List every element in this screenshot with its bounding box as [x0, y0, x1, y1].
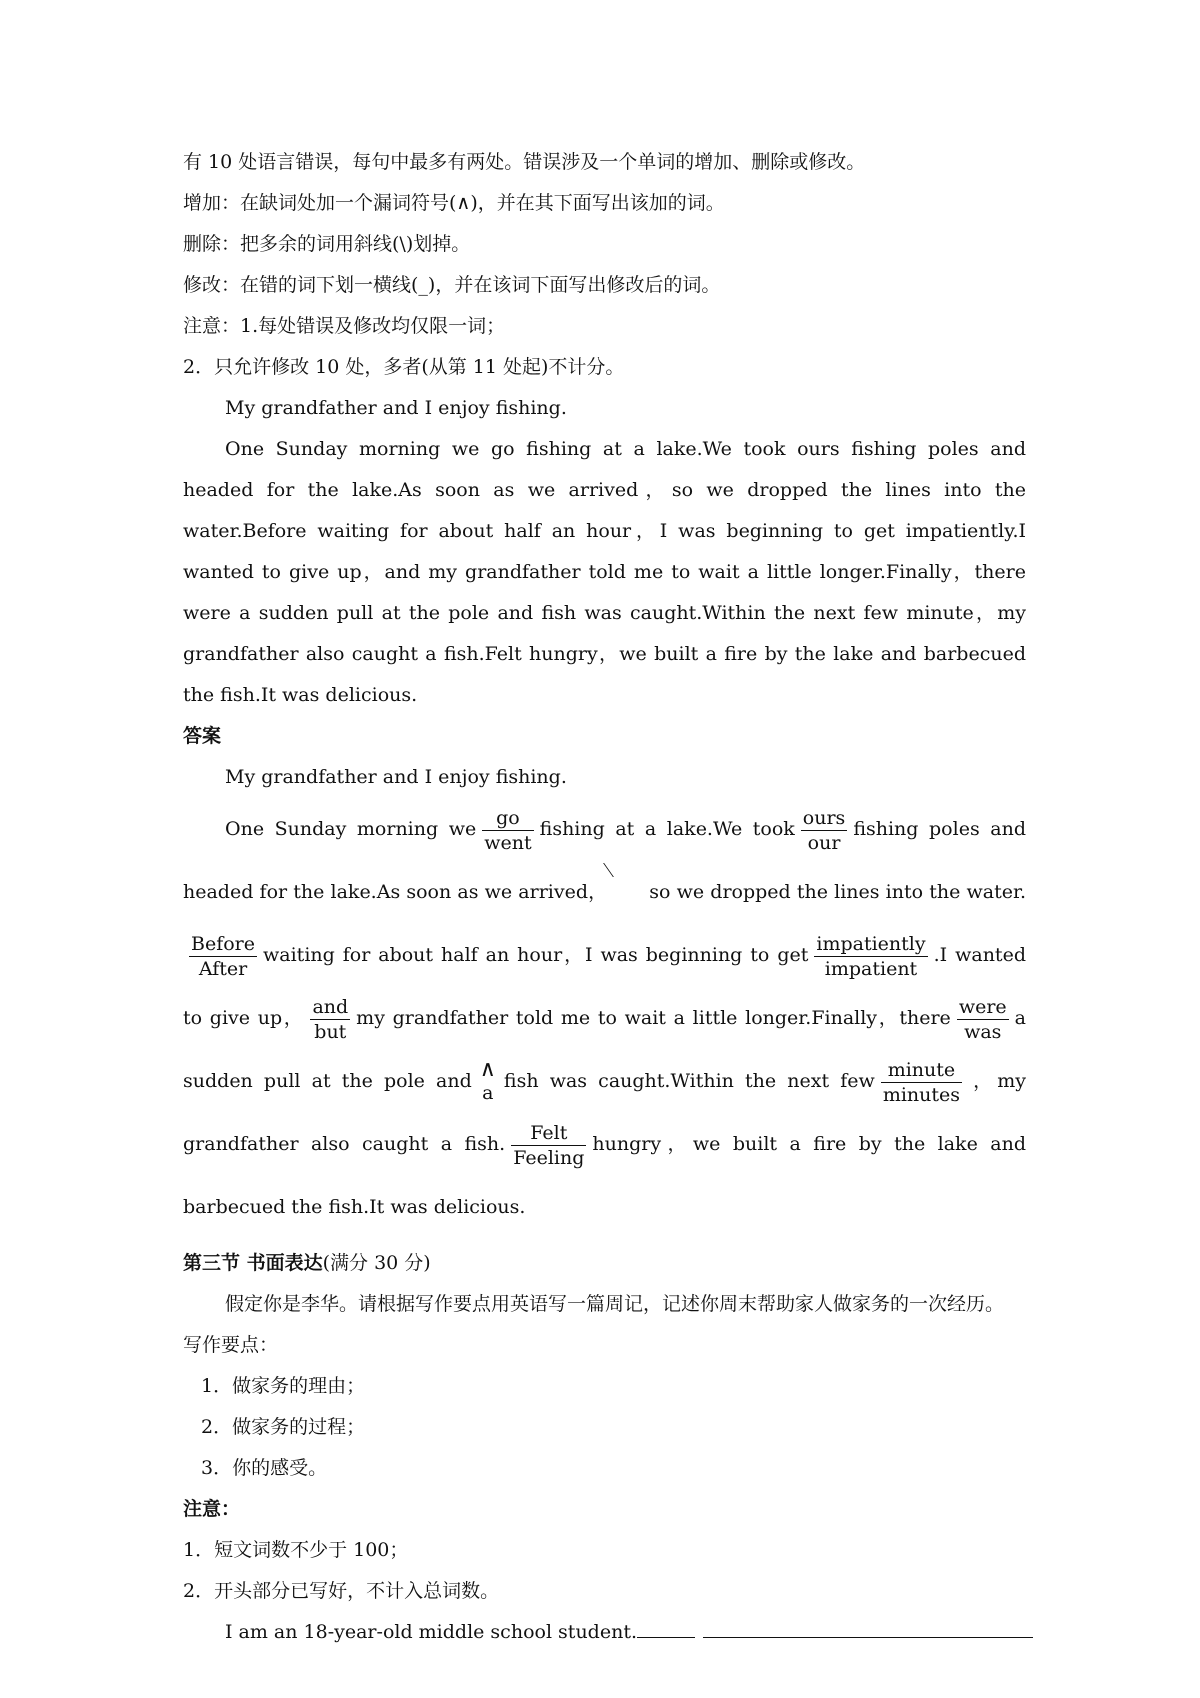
correction-wrong: minute — [881, 1058, 962, 1083]
correction-right: a — [482, 1082, 494, 1104]
opening-sentence-line — [183, 1612, 1026, 1653]
correction-and-but — [310, 995, 350, 1044]
document-content — [183, 142, 1026, 1653]
correction-wrong: ours — [802, 806, 846, 829]
opening-sentence: I am an 18-year-old middle school student. — [225, 1621, 637, 1643]
point-item: 1．做家务的理由； — [201, 1375, 366, 1397]
answer-text: waiting for about half an hour，I was beginning to get — [263, 944, 809, 966]
writing-prompt: 假定你是李华。请根据写作要点用英语写一篇周记，记述你周末帮助家人做家务的一次经历。 — [225, 1293, 1005, 1315]
point-item: 2．做家务的过程； — [201, 1416, 366, 1438]
correction-right: but — [314, 1020, 347, 1043]
note-item: 1．短文词数不少于 100； — [183, 1539, 409, 1561]
correction-right: After — [198, 957, 248, 980]
section3-heading-line — [183, 1243, 1026, 1284]
note-item: 2．开头部分已写好，不计入总词数。 — [183, 1580, 500, 1602]
answer-text: hungry，we built a fire by the lake and barbecued the fish.It was delicious. — [183, 1133, 1026, 1218]
correction-right: minutes — [882, 1083, 961, 1106]
passage-body: One Sunday morning we go fishing at a lake.We took ours fishing poles and headed for the lake.As soon as we arrived，so we dropped the lines into the water.Before waiting for about half an hour，I was beginning to get impatiently.I wanted to give up，and my grandfather told me to wait a little longer.Finally，there were a sudden pull at the pole and fish was caught.Within the next few minute，my grandfather also caught a fish.Felt hungry，we built a fire by the lake and barbecued the fish.It was delicious. — [183, 438, 1026, 706]
answer-text: One Sunday morning we — [225, 818, 477, 840]
deletion-so: so — [607, 861, 670, 924]
section3-heading: 第三节 书面表达 — [183, 1252, 323, 1274]
notes-label: 注意： — [183, 1498, 241, 1520]
correction-right: our — [807, 831, 841, 854]
answer-text: fishing poles and headed for the lake.As soon as we arrived， — [183, 818, 1026, 903]
point-item: 3．你的感受。 — [201, 1457, 328, 1479]
correction-wrong: impatiently — [816, 932, 926, 955]
instruction-add: 增加：在缺词处加一个漏词符号(∧)，并在其下面写出该加的词。 — [183, 192, 725, 214]
instruction-delete: 删除：把多余的词用斜线(\)划掉。 — [183, 233, 471, 255]
answer-blank[interactable] — [637, 1618, 695, 1638]
correction-right: Feeling — [513, 1146, 585, 1169]
answer-text: fish was caught.Within the next few — [503, 1070, 875, 1092]
caret-icon: ∧ — [479, 1057, 496, 1082]
answer-text: fishing at a lake.We took — [539, 818, 795, 840]
answer-text: ，my grandfather also caught a fish. — [183, 1070, 1026, 1155]
answer-text: a sudden pull at the pole and — [183, 1007, 1026, 1092]
answer-text: my grandfather told me to wait a little longer.Finally，there — [356, 1007, 951, 1029]
correction-felt-feeling — [511, 1121, 586, 1170]
answer-body — [183, 798, 1026, 1239]
insertion-a — [478, 1059, 498, 1105]
instruction-line-1: 有 10 处语言错误，每句中最多有两处。错误涉及一个单词的增加、删除或修改。 — [183, 151, 866, 173]
correction-wrong: and — [312, 995, 349, 1018]
instruction-note-1: 注意：1.每处错误及修改均仅限一词； — [183, 315, 506, 337]
answer-text: .I wanted to give up， — [183, 944, 1026, 1029]
correction-wrong: Felt — [511, 1121, 586, 1146]
correction-go-went — [482, 806, 533, 855]
correction-wrong: were — [958, 995, 1007, 1018]
section3-score: (满分 30 分) — [322, 1252, 431, 1274]
correction-wrong: Before — [191, 932, 256, 955]
answer-blank[interactable] — [703, 1618, 1033, 1638]
correction-impatiently-impatient — [814, 932, 927, 981]
instruction-note-2: 2．只允许修改 10 处，多者(从第 11 处起)不计分。 — [183, 356, 625, 378]
correction-right: went — [484, 831, 532, 854]
correction-wrong: go — [482, 806, 533, 831]
correction-before-after — [189, 932, 257, 981]
correction-right: impatient — [824, 957, 918, 980]
correction-were-was — [957, 995, 1009, 1044]
answer-text: we dropped the lines into the water. — [676, 881, 1026, 903]
correction-ours-our — [801, 806, 848, 855]
points-label: 写作要点： — [183, 1334, 279, 1356]
correction-right: was — [964, 1020, 1002, 1043]
answer-heading: 答案 — [183, 725, 222, 747]
passage-title-line: My grandfather and I enjoy fishing. — [225, 397, 567, 419]
correction-minute-minutes — [881, 1058, 962, 1107]
answer-title-line: My grandfather and I enjoy fishing. — [225, 766, 567, 788]
instruction-modify: 修改：在错的词下划一横线(_)，并在该词下面写出修改后的词。 — [183, 274, 721, 296]
